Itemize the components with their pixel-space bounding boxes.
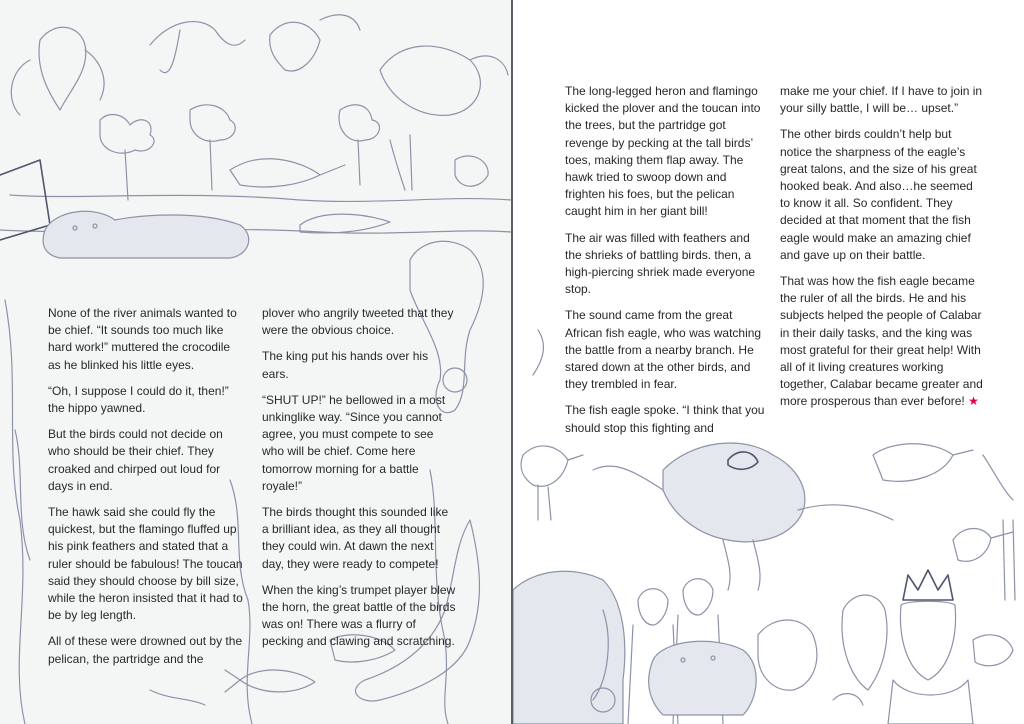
paragraph: make me your chief. If I have to join in your silly battle, I will be… upset.” <box>780 84 983 116</box>
paragraph: The long-legged heron and flamingo kicked the plover and the toucan into the trees, but the partridge got revenge by pecking at the tall birds’ toes, making them flap away. The hawk tried to swoop down and frighten his foes, but the pelican caught him in her giant bill! <box>565 84 761 219</box>
paragraph: “SHUT UP!” he bellowed in a most unkinglike way. “Since you cannot agree, you must compete to see who will be chief. Come here tomorrow morning for a battle royale!” <box>262 392 446 493</box>
paragraph: The birds thought this sounded like a brilliant idea, as they all thought they could win. At dawn the next day, they were ready to compete! <box>262 505 449 571</box>
paragraph: The other birds couldn’t help but notice the sharpness of the eagle’s great talons, and the size of his great hooked beak. And also…he seemed to know it all. So confident. They decided at that moment that the fish eagle would make an amazing chief and gave up on their battle. <box>780 127 977 262</box>
paragraph: plover who angrily tweeted that they were the obvious choice. <box>262 306 454 338</box>
paragraph: The sound came from the great African fish eagle, who was watching the battle from a nearby branch. He stared down at the other birds, and they trembled in fear. <box>565 308 762 392</box>
paragraph: None of the river animals wanted to be chief. “It sounds too much like hard work!” muttered the crocodile as he blinked his little eyes. <box>48 306 237 372</box>
paragraph: The air was filled with feathers and the shrieks of battling birds. then, a high-piercing shriek made everyone stop. <box>565 230 756 297</box>
paragraph: When the king’s trumpet player blew the horn, the great battle of the birds was on! There was a flurry of pecking and clawing and scratching. <box>262 582 456 649</box>
right-page <box>513 0 1024 724</box>
paragraph: “Oh, I suppose I could do it, then!” the hippo yawned. <box>48 383 229 416</box>
right-column-1 <box>565 83 765 446</box>
right-column-2 <box>780 83 984 420</box>
left-column-1 <box>48 305 246 677</box>
end-star-icon: ★ <box>968 394 979 409</box>
paragraph <box>780 273 984 411</box>
paragraph: The king put his hands over his ears. <box>262 349 429 381</box>
left-column-2 <box>262 305 458 660</box>
paragraph: The fish eagle spoke. “I think that you should stop this fighting and <box>565 403 765 435</box>
paragraph-text: That was how the fish eagle became the ruler of all the birds. He and his subjects helped the people of Calabar in their daily tasks, and the king was most grateful for their great help! With all of it living creatures working together, Calabar became greater and more prosperous than ever before! <box>780 274 983 409</box>
paragraph: But the birds could not decide on who should be their chief. They croaked and chirped out loud for days in end. <box>48 427 223 493</box>
paragraph: All of these were drowned out by the pelican, the partridge and the <box>48 634 243 666</box>
paragraph: The hawk said she could fly the quickest, but the flamingo fluffed up his pink feathers and stated that a ruler should be fabulous! The toucan said they should choose by bill size, while the heron insisted that it had to be by leg length. <box>48 505 243 623</box>
left-page <box>0 0 511 724</box>
